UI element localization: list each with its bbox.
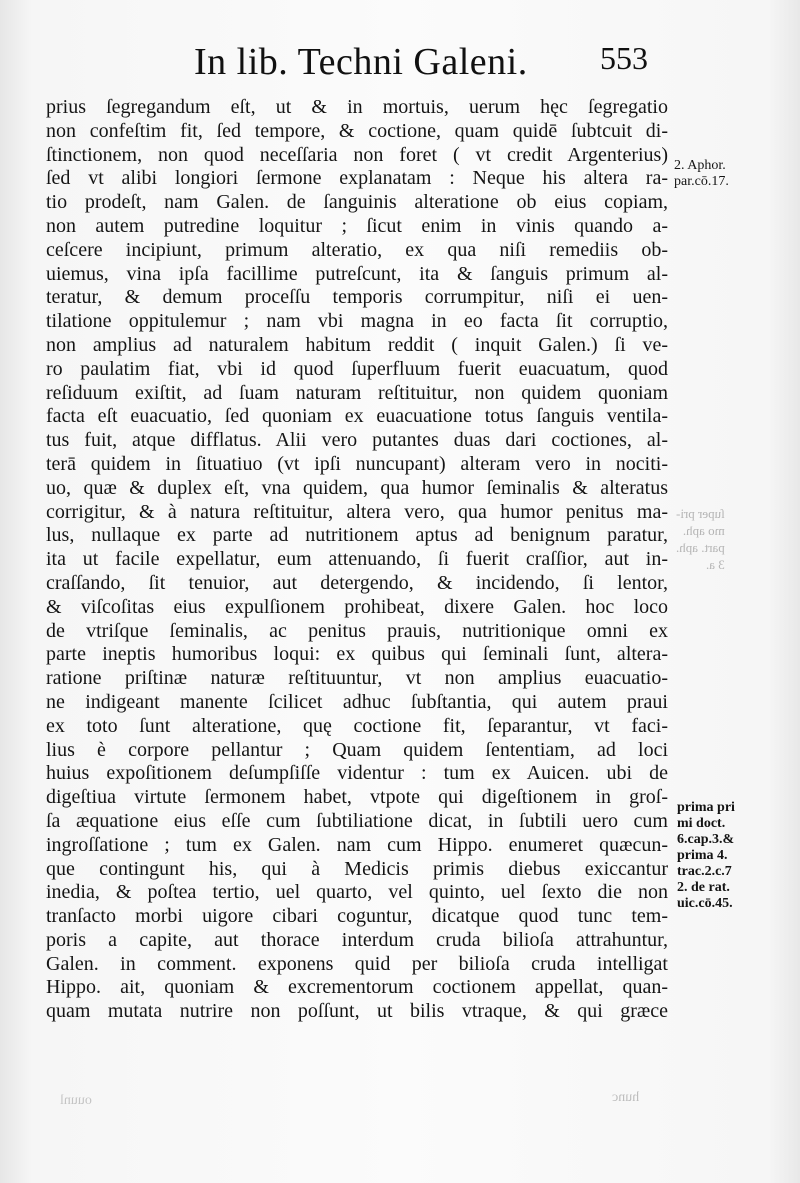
text-line: digeſtiua virtute ſermonem habet, vtpote qui digeſtionem in groſ- (46, 786, 668, 809)
margin-note-line: trac.2.c.7 (677, 864, 732, 879)
text-line: quam mutata nutrire non poſſunt, ut bilis vtraque, & qui græce (46, 1000, 668, 1023)
text-line: poris a capite, aut thorace interdum cruda bilioſa attrahuntur, (46, 928, 668, 951)
margin-note-line: 2. Aphor. (674, 158, 726, 173)
text-line: uiemus, vina ipſa facillime putreſcunt, ita & ſanguis primum al- (46, 262, 668, 285)
margin-note-line: mi doct. (677, 816, 726, 831)
text-line: tus fuit, atque difflatus. Alii vero putantes duas dari coctiones, al- (46, 429, 668, 452)
text-line: non amplius ad naturalem habitum reddit ( inquit Galen.) ſi ve- (46, 333, 668, 356)
text-line: ratione priſtinæ naturæ reſtituuntur, vt non amplius euacuatio- (46, 667, 668, 690)
text-line: de vtriſque ſeminalis, ac penitus prauis, nutritionique omni ex (46, 619, 668, 642)
show-through-catchword: hunc (612, 1090, 640, 1105)
margin-note-line: par.cō.17. (674, 174, 729, 189)
text-line: ne indigeant manente ſcilicet adhuc ſubſtantia, qui autem praui (46, 690, 668, 713)
text-line: que contingunt his, qui à Medicis primis diebus exiccantur (46, 857, 668, 880)
margin-note-aphor (674, 158, 729, 190)
main-text-block (46, 96, 668, 1024)
text-line: terā quidem in ſituatiuo (vt ipſi nuncupant) alteram vero in nociti- (46, 452, 668, 475)
text-line: tio prodeſt, nam Galen. de ſanguinis alteratione ob eius copiam, (46, 191, 668, 214)
text-line: huius expoſitionem deſumpſiſſe videntur : tum ex Auicen. ubi de (46, 762, 668, 785)
text-line: ro paulatim fiat, vbi id quod ſuperfluum fuerit euacuatum, quod (46, 357, 668, 380)
text-line: facta eſt euacuatio, ſed quoniam ex euacuatione totus ſanguis ventila- (46, 405, 668, 428)
text-line: craſſando, ſit tenuior, aut detergendo, & incidendo, ſi lentor, (46, 571, 668, 594)
text-line: ingroſſatione ; tum ex Galen. nam cum Hippo. enumeret quæcun- (46, 833, 668, 856)
margin-note-line: prima pri (677, 800, 735, 815)
text-line: Hippo. ait, quoniam & excrementorum coctionem appellat, quan- (46, 976, 668, 999)
margin-note-line: prima 4. (677, 848, 728, 863)
show-through-margin (676, 505, 725, 573)
text-line: lius è corpore pellantur ; Quam quidem ſententiam, ad loci (46, 738, 668, 761)
margin-note-line: 6.cap.3.& (677, 832, 735, 847)
page-number: 553 (600, 40, 648, 76)
text-line: ex toto ſunt alteratione, quę coctione fit, ſeparantur, vt faci- (46, 714, 668, 737)
text-line: ſtinctionem, non quod neceſſaria non foret ( vt credit Argenterius) (46, 143, 668, 166)
text-line: prius ſegregandum eſt, ut & in mortuis, uerum hęc ſegregatio (46, 96, 668, 118)
text-line: parte ineptis humoribus loqui: ex quibus qui ſeminali ſunt, altera- (46, 643, 668, 666)
margin-note-prima (677, 800, 735, 912)
text-line: uo, quæ & duplex eſt, vna quidem, qua humor ſeminalis & alteratus (46, 476, 668, 499)
show-through-line: 3 a. (705, 557, 725, 572)
text-line: ſed vt alibi longiori ſermone explanatam : Neque his altera ra- (46, 167, 668, 190)
page-header (0, 40, 800, 90)
text-line: & viſcoſitas eius expulſionem prohibeat, dixere Galen. hoc loco (46, 595, 668, 618)
show-through-line: mo aph. (682, 523, 725, 538)
text-line: lus, nullaque ex parte ad nutritionem aptus ad benignum paratur, (46, 524, 668, 547)
text-line: ceſcere incipiunt, primum alteratio, ex qua niſi remediis ob- (46, 238, 668, 261)
text-line: tilatione oppitulemur ; nam vbi magna in eo facta ſit corruptio, (46, 310, 668, 333)
text-line: reſiduum exiſtit, ad ſuam naturam reſtituitur, non quidem quoniam (46, 381, 668, 404)
text-line: Galen. in comment. exponens quid per bilioſa cruda intelligat (46, 952, 668, 975)
show-through-line: ſuper pri- (676, 506, 725, 521)
text-line: ita ut facile expellatur, eum attenuando, ſi fuerit craſſior, aut in- (46, 548, 668, 571)
margin-note-line: uic.cō.45. (677, 896, 733, 911)
show-through-bottom: ouunl (60, 1093, 92, 1108)
text-line: non confeſtim fit, ſed tempore, & coctione, quam quidē ſubtcuit di- (46, 119, 668, 142)
show-through-line: part. aph. (676, 540, 725, 555)
text-line: corrigitur, & à natura reſtituitur, altera vero, qua humor penitus ma- (46, 500, 668, 523)
text-line: teratur, & demum proceſſu temporis corrumpitur, niſi ei uen- (46, 286, 668, 309)
text-line: tranſacto morbi uigore cibari coguntur, dicatque quod tunc tem- (46, 905, 668, 928)
text-line: inedia, & poſtea tertio, uel quarto, vel quinto, uel ſexto die non (46, 881, 668, 904)
text-line: non autem putredine loquitur ; ſicut enim in vinis quando a- (46, 214, 668, 237)
margin-note-line: 2. de rat. (677, 880, 730, 895)
running-title: In lib. Techni Galeni. (194, 41, 528, 83)
text-line: ſa æquatione eius eſſe cum ſubtiliatione dicat, in ſubtili uero cum (46, 809, 668, 832)
